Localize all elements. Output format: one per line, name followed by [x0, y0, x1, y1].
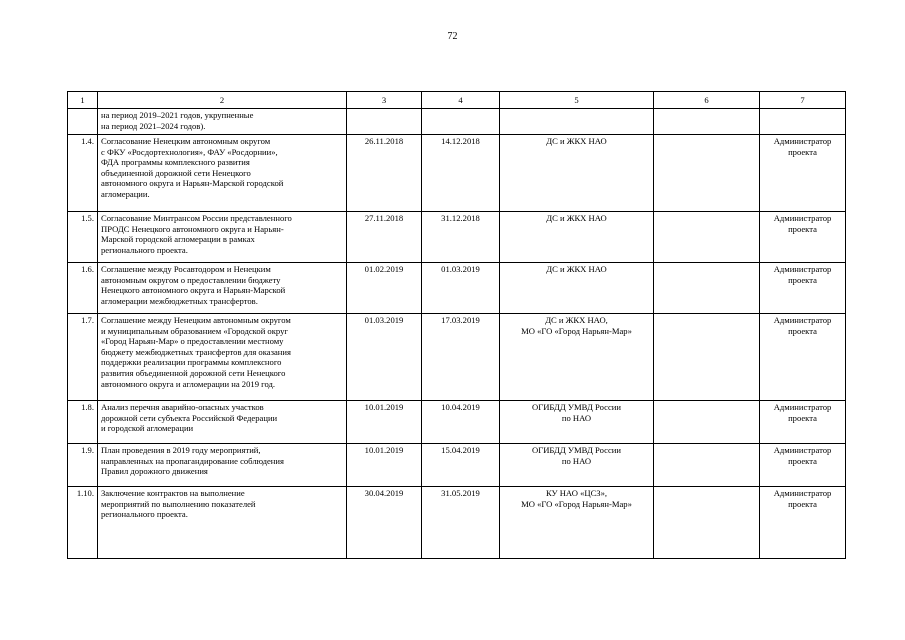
start-date: 30.04.2019	[347, 487, 422, 559]
measure-description: Анализ перечня аварийно-опасных участков дорожной сети субъекта Российской Федерации и городской агломерации	[98, 401, 347, 444]
column-header: 4	[422, 92, 500, 109]
project-role: Администратор проекта	[760, 135, 846, 212]
measure-description: Заключение контрактов на выполнение мероприятий по выполнению показателей регионального проекта.	[98, 487, 347, 559]
column-header: 5	[500, 92, 654, 109]
column-6-cell	[654, 401, 760, 444]
column-header: 2	[98, 92, 347, 109]
table-row	[68, 444, 846, 487]
start-date: 01.03.2019	[347, 314, 422, 401]
page-number: 72	[447, 31, 458, 42]
responsible-executor: ДС и ЖКХ НАО	[500, 263, 654, 314]
table-row	[68, 487, 846, 559]
end-date: 15.04.2019	[422, 444, 500, 487]
column-header: 7	[760, 92, 846, 109]
project-role: Администратор проекта	[760, 401, 846, 444]
column-6-cell	[654, 444, 760, 487]
column-6-cell	[654, 212, 760, 263]
table-row	[68, 109, 846, 135]
column-6-cell	[654, 109, 760, 135]
row-number: 1.6.	[68, 263, 98, 314]
column-6-cell	[654, 135, 760, 212]
start-date: 10.01.2019	[347, 444, 422, 487]
measure-description: на период 2019–2021 годов, укрупненные на период 2021–2024 годов).	[98, 109, 347, 135]
table-header-row	[68, 92, 846, 109]
project-role: Администратор проекта	[760, 444, 846, 487]
project-role: Администратор проекта	[760, 212, 846, 263]
start-date: 01.02.2019	[347, 263, 422, 314]
row-number: 1.8.	[68, 401, 98, 444]
start-date: 27.11.2018	[347, 212, 422, 263]
responsible-executor: ДС и ЖКХ НАО, МО «ГО «Город Нарьян-Мар»	[500, 314, 654, 401]
column-header: 6	[654, 92, 760, 109]
row-number: 1.10.	[68, 487, 98, 559]
measure-description: Соглашение между Росавтодором и Ненецким автономным округом о предоставлении бюджету Ненецкого автономного округа и Нарьян-Марской агломерации межбюджетных трансфертов.	[98, 263, 347, 314]
measure-description: Соглашение между Ненецким автономным округом и муниципальным образованием «Городской округ «Город Нарьян-Мар» о предоставлении местному бюджету межбюджетных трансфертов для оказания поддержки реализации программы комплексного развития объединенной дорожной сети Ненецкого автономного округа и агломерации на 2019 год.	[98, 314, 347, 401]
end-date: 01.03.2019	[422, 263, 500, 314]
project-role: Администратор проекта	[760, 314, 846, 401]
table-row	[68, 314, 846, 401]
project-role: Администратор проекта	[760, 263, 846, 314]
row-number	[68, 109, 98, 135]
start-date	[347, 109, 422, 135]
project-plan-table	[67, 91, 846, 559]
responsible-executor: ОГИБДД УМВД России по НАО	[500, 444, 654, 487]
responsible-executor: ДС и ЖКХ НАО	[500, 212, 654, 263]
table-row	[68, 135, 846, 212]
measure-description: План проведения в 2019 году мероприятий, направленных на пропагандирование соблюдения Правил дорожного движения	[98, 444, 347, 487]
responsible-executor: КУ НАО «ЦСЗ», МО «ГО «Город Нарьян-Мар»	[500, 487, 654, 559]
column-6-cell	[654, 314, 760, 401]
measure-description: Согласование Ненецким автономным округом с ФКУ «Росдортехнология», ФАУ «Росдорнии», ФДА программы комплексного развития объединенной дорожной сети Ненецкого автономного округа и Нарьян-Марской городской агломерации.	[98, 135, 347, 212]
measure-description: Согласование Минтрансом России представленного ПРОДС Ненецкого автономного округа и Нарьян- Марской городской агломерации в рамках регионального проекта.	[98, 212, 347, 263]
start-date: 26.11.2018	[347, 135, 422, 212]
column-header: 3	[347, 92, 422, 109]
responsible-executor: ОГИБДД УМВД России по НАО	[500, 401, 654, 444]
end-date: 31.05.2019	[422, 487, 500, 559]
end-date: 17.03.2019	[422, 314, 500, 401]
end-date	[422, 109, 500, 135]
table-row	[68, 401, 846, 444]
table-row	[68, 263, 846, 314]
row-number: 1.7.	[68, 314, 98, 401]
start-date: 10.01.2019	[347, 401, 422, 444]
end-date: 10.04.2019	[422, 401, 500, 444]
row-number: 1.4.	[68, 135, 98, 212]
column-6-cell	[654, 263, 760, 314]
project-role: Администратор проекта	[760, 487, 846, 559]
column-header: 1	[68, 92, 98, 109]
table-row	[68, 212, 846, 263]
end-date: 14.12.2018	[422, 135, 500, 212]
project-role	[760, 109, 846, 135]
row-number: 1.5.	[68, 212, 98, 263]
responsible-executor: ДС и ЖКХ НАО	[500, 135, 654, 212]
end-date: 31.12.2018	[422, 212, 500, 263]
column-6-cell	[654, 487, 760, 559]
responsible-executor	[500, 109, 654, 135]
row-number: 1.9.	[68, 444, 98, 487]
